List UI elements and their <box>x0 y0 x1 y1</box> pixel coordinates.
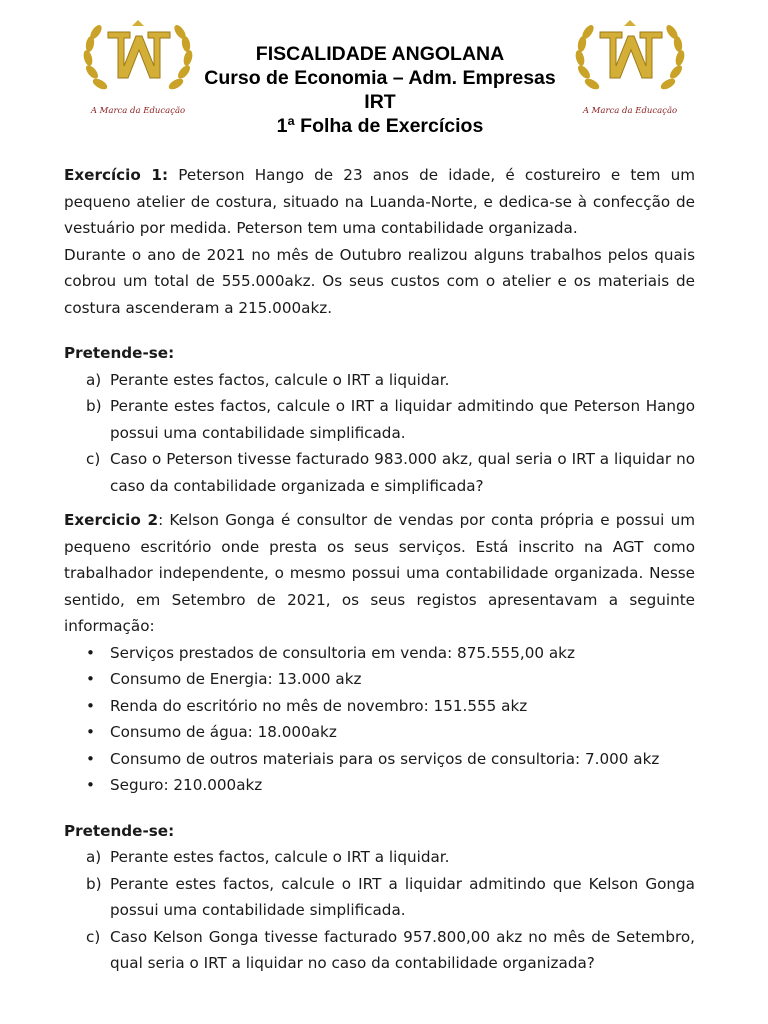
question-item <box>64 871 695 924</box>
bullet-icon: • <box>86 643 95 662</box>
question-item <box>64 924 695 977</box>
question-marker: b) <box>86 874 102 893</box>
question-text: Perante estes factos, calcule o IRT a liquidar admitindo que Peterson Hango possui uma contabilidade simplificada. <box>110 397 695 442</box>
list-item <box>64 693 695 720</box>
question-text: Caso Kelson Gonga tivesse facturado 957.800,00 akz no mês de Setembro, qual seria o IRT a liquidar no caso da contabilidade organizada? <box>110 927 695 972</box>
laurel-emblem-icon <box>78 16 198 102</box>
exercise1-paragraph-2: Durante o ano de 2021 no mês de Outubro realizou alguns trabalhos pelos quais cobrou um total de 555.000akz. Os seus custos com o atelier e os materiais de costura ascenderam a 215.000akz. <box>64 245 695 317</box>
list-item-text: Seguro: 210.000akz <box>110 776 263 794</box>
header-institution: FISCALIDADE ANGOLANA <box>255 43 505 65</box>
question-item <box>64 446 695 499</box>
exercise2-questions <box>64 844 695 977</box>
list-item <box>64 772 695 799</box>
bullet-icon: • <box>86 723 95 741</box>
header-subject: IRT <box>364 91 396 113</box>
bullet-icon: • <box>86 670 95 688</box>
question-marker: b) <box>86 397 102 415</box>
pretende-label: Pretende-se: <box>64 344 175 362</box>
exercise1-questions <box>64 367 695 500</box>
question-item <box>64 367 695 394</box>
question-text: Caso o Peterson tivesse facturado 983.000 akz, qual seria o IRT a liquidar no caso da contabilidade organizada e simplificada? <box>110 450 695 495</box>
list-item-text: Consumo de Energia: 13.000 akz <box>110 670 362 688</box>
question-marker: c) <box>86 927 101 946</box>
exercise1-pretende <box>64 340 695 367</box>
logo-motto: A Marca da Educação <box>582 106 678 116</box>
list-item <box>64 719 695 746</box>
list-item-text: Renda do escritório no mês de novembro: 151.555 akz <box>110 696 528 715</box>
logo-left <box>78 16 198 116</box>
question-text: Perante estes factos, calcule o IRT a liquidar. <box>110 370 450 389</box>
bullet-icon: • <box>86 696 95 715</box>
list-item-text: Consumo de outros materiais para os serviços de consultoria: 7.000 akz <box>110 749 660 768</box>
list-item <box>64 666 695 693</box>
list-item-text: Serviços prestados de consultoria em venda: 875.555,00 akz <box>110 643 575 662</box>
header-sheet-title: 1ª Folha de Exercícios <box>276 115 484 137</box>
exercise2-title: Exercicio 2 <box>64 511 159 529</box>
list-item <box>64 746 695 773</box>
logo-right <box>570 16 690 116</box>
question-text: Perante estes factos, calcule o IRT a liquidar admitindo que Kelson Gonga possui uma contabilidade simplificada. <box>110 874 695 919</box>
question-text: Perante estes factos, calcule o IRT a liquidar. <box>110 848 450 866</box>
exercise1-title: Exercício 1: <box>64 166 169 184</box>
question-item <box>64 844 695 871</box>
logo-motto: A Marca da Educação <box>90 106 186 116</box>
question-marker: a) <box>86 848 102 866</box>
question-marker: c) <box>86 450 101 468</box>
exercise2-text: : Kelson Gonga é consultor de vendas por conta própria e possui um pequeno escritório onde presta os seus serviços. Está inscrito na AGT como trabalhador independente, o mesmo possui uma contabilidade organizada. Nesse sentido, em Setembro de 2021, os seus registos apresentavam a seguinte informação: <box>64 511 695 635</box>
exercise2-pretende <box>64 818 695 845</box>
exercise2-records <box>64 640 695 799</box>
document-header <box>190 42 570 138</box>
list-item <box>64 640 695 667</box>
header-course: Curso de Economia – Adm. Empresas <box>204 67 556 89</box>
document-body <box>64 162 695 977</box>
bullet-icon: • <box>86 749 95 768</box>
question-item <box>64 393 695 446</box>
exercise1-paragraph <box>64 162 695 242</box>
pretende-label: Pretende-se: <box>64 821 175 840</box>
exercise2-paragraph <box>64 507 695 640</box>
bullet-icon: • <box>86 776 95 794</box>
list-item-text: Consumo de água: 18.000akz <box>110 723 337 741</box>
laurel-emblem-icon <box>570 16 690 102</box>
exercise1-text: Peterson Hango de 23 anos de idade, é costureiro e tem um pequeno atelier de costura, situado na Luanda-Norte, e dedica-se à confecção de vestuário por medida. Peterson tem uma contabilidade organizada. <box>64 166 695 237</box>
question-marker: a) <box>86 370 102 389</box>
